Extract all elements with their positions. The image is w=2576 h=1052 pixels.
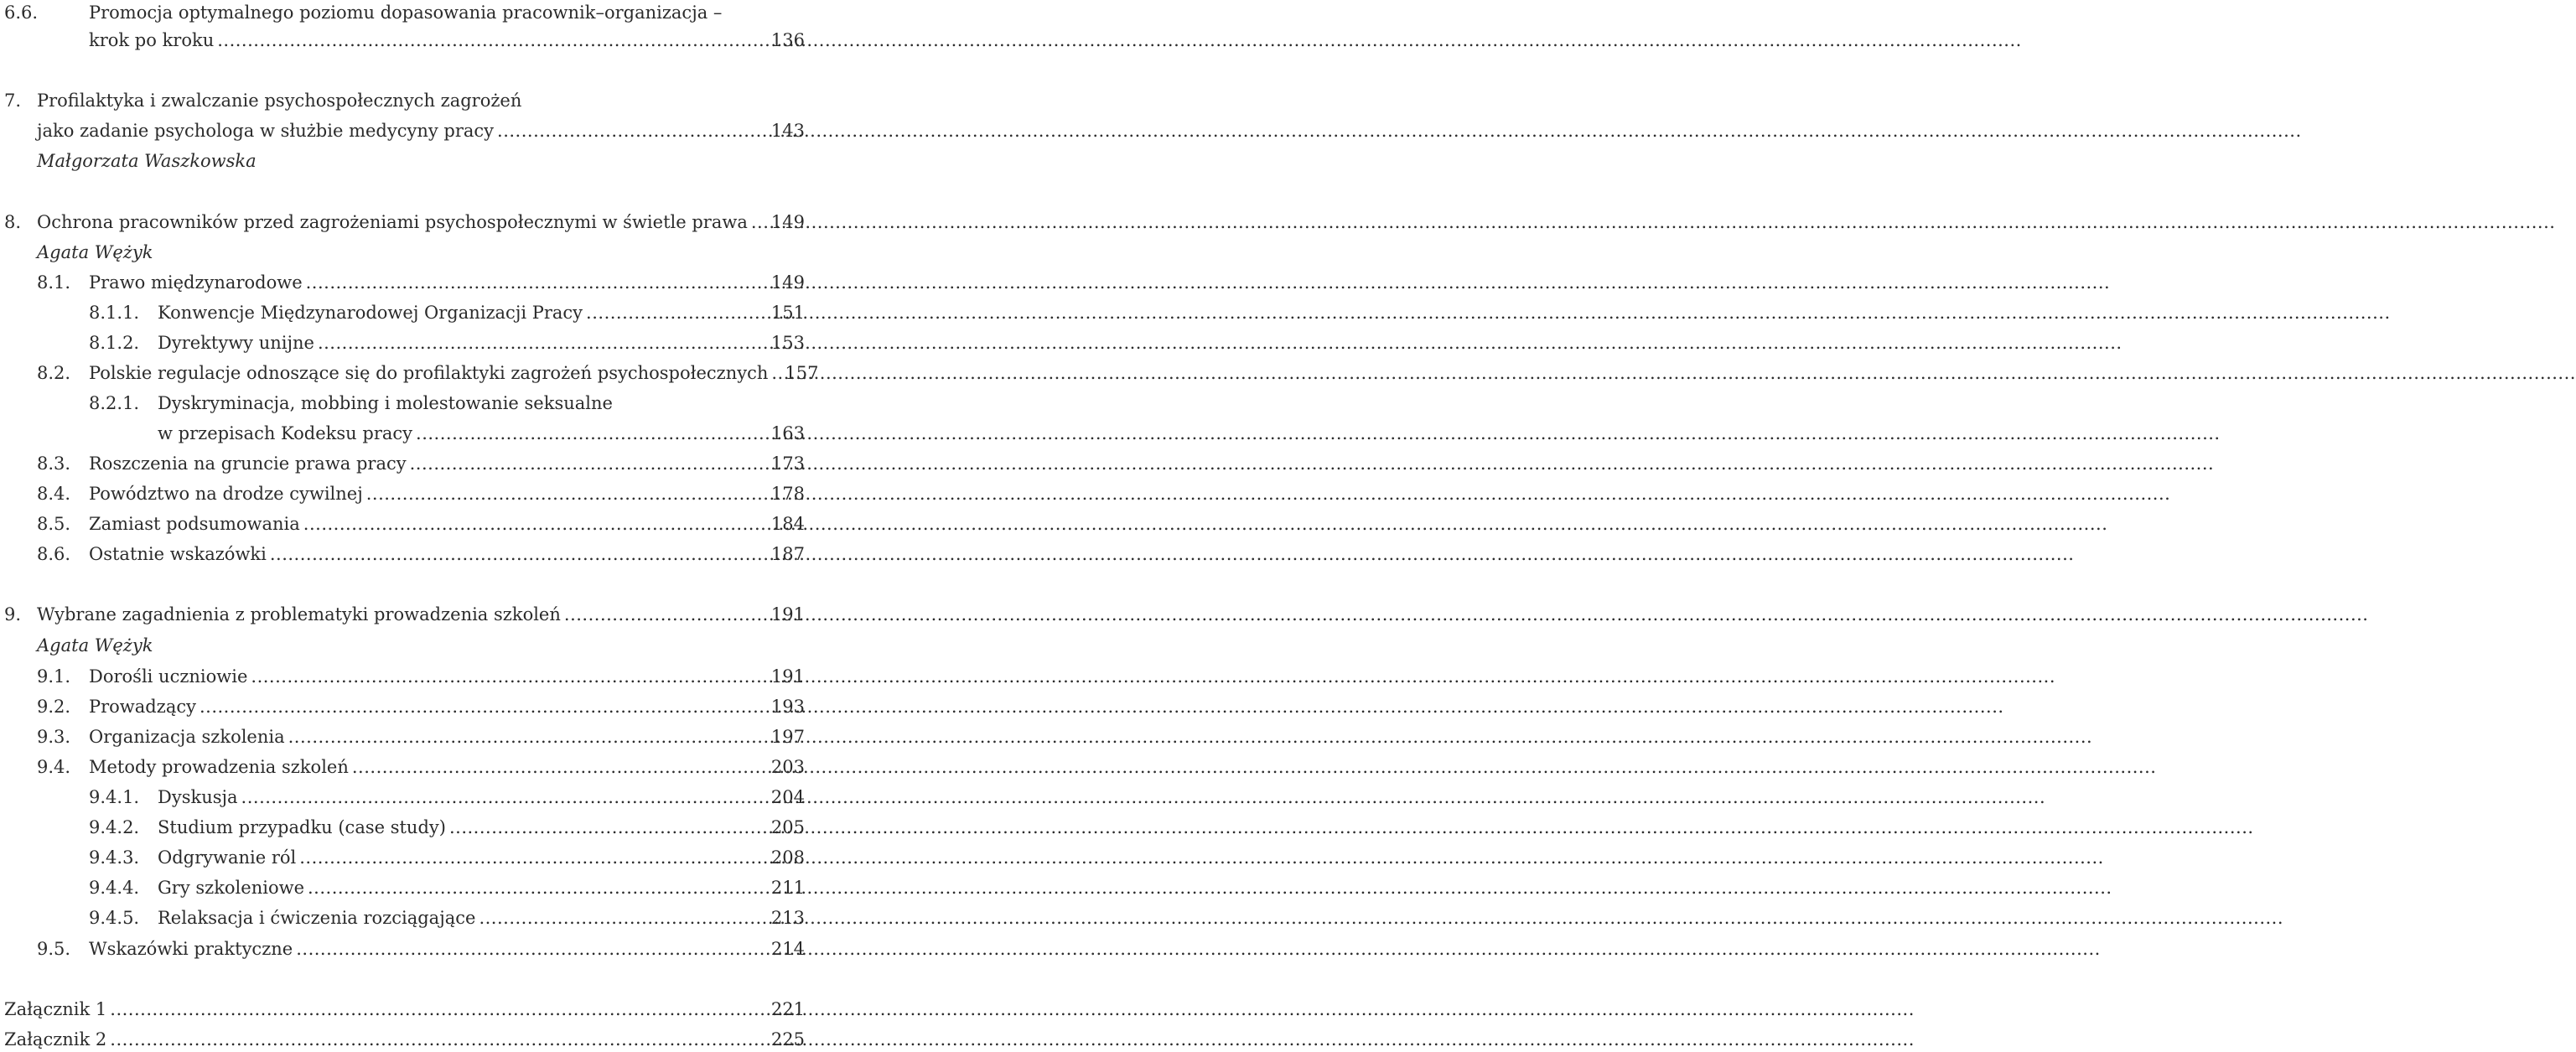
entry-row [89, 270, 805, 295]
dot-leader [352, 754, 766, 780]
entry-number: 9.4.2. [89, 817, 140, 837]
entry-number: 6.6. [4, 3, 39, 23]
entry-number: 8.5. [37, 514, 71, 534]
toc-entry-9-4[interactable] [0, 754, 805, 780]
entry-row [89, 724, 805, 749]
toc-entry-8[interactable] [0, 210, 805, 235]
dot-leader [751, 210, 766, 235]
toc-entry-9-1[interactable] [0, 664, 805, 689]
entry-row [89, 936, 805, 961]
dot-leader [564, 602, 766, 627]
entry-number: 9.4.4. [89, 878, 140, 898]
page-number: 153 [770, 333, 805, 353]
entry-author: Małgorzata Waszkowska [37, 151, 257, 171]
entry-number: 8.6. [37, 544, 71, 564]
entry-title: Dyrektywy unijne [158, 333, 314, 353]
dot-leader [308, 875, 766, 900]
toc-entry-6-6[interactable] [0, 0, 805, 25]
dot-leader [416, 421, 766, 446]
dot-leader [497, 118, 766, 143]
entry-title: Konwencje Międzynarodowej Organizacji Pracy [158, 303, 583, 323]
toc-entry-9[interactable] [0, 602, 805, 627]
entry-title: Prawo międzynarodowe [89, 272, 303, 293]
entry-number: 9. [4, 604, 22, 624]
entry-title: Organizacja szkolenia [89, 727, 285, 747]
entry-row [89, 542, 805, 567]
toc-entry-8-1-1[interactable] [0, 300, 805, 325]
dot-leader [410, 451, 766, 476]
entry-title: Dorośli uczniowie [89, 666, 248, 687]
toc-entry-8-3[interactable] [0, 451, 805, 476]
entry-row [89, 511, 805, 536]
entry-row [89, 481, 805, 506]
entry-row [158, 785, 805, 810]
page-number: 214 [770, 939, 805, 959]
entry-row [89, 754, 805, 780]
dot-leader [303, 511, 766, 536]
toc-entry-8-4[interactable] [0, 481, 805, 506]
toc-appendix-2[interactable] [0, 1027, 805, 1052]
page-number: 225 [770, 1029, 805, 1049]
entry-title: Ochrona pracowników przed zagrożeniami psychospołecznymi w świetle prawa [37, 212, 748, 232]
entry-number: 8.1.1. [89, 303, 140, 323]
entry-title: Roszczenia na gruncie prawa pracy [89, 453, 407, 474]
toc-entry-8-6[interactable] [0, 542, 805, 567]
entry-title-line2: jako zadanie psychologa w służbie medycyny pracy [37, 121, 495, 141]
entry-row [158, 905, 805, 930]
dot-leader [200, 694, 766, 719]
entry-title: Ostatnie wskazówki [89, 544, 267, 564]
page-number: 205 [770, 817, 805, 837]
entry-title: Załącznik 2 [4, 1029, 107, 1049]
entry-title: Odgrywanie ról [158, 847, 297, 868]
page-number: 173 [770, 453, 805, 474]
toc-entry-8-1-2[interactable] [0, 330, 805, 355]
page-number: 193 [770, 697, 805, 717]
entry-author: Agata Wężyk [37, 242, 153, 262]
page-number: 211 [770, 878, 805, 898]
entry-row [89, 664, 805, 689]
toc-entry-8-1[interactable] [0, 270, 805, 295]
page-number: 191 [770, 666, 805, 687]
dot-leader [771, 360, 780, 386]
entry-title: Prowadzący [89, 697, 196, 717]
entry-title: Gry szkoleniowe [158, 878, 304, 898]
toc-entry-7-cont[interactable] [0, 118, 805, 143]
page-number: 221 [770, 999, 805, 1019]
entry-number: 9.4. [37, 757, 71, 777]
toc-author-9 [0, 633, 805, 658]
dot-leader [299, 845, 766, 870]
entry-row [37, 210, 805, 235]
entry-row [89, 694, 805, 719]
dot-leader [586, 300, 766, 325]
entry-number: 9.1. [37, 666, 71, 687]
entry-row [158, 300, 805, 325]
toc-entry-9-4-2[interactable] [0, 815, 805, 840]
dot-leader [318, 330, 766, 355]
entry-number: 9.3. [37, 727, 71, 747]
page-number: 208 [770, 847, 805, 868]
entry-row [37, 602, 805, 627]
entry-title-line1: Profilaktyka i zwalczanie psychospołecznych zagrożeń [37, 91, 522, 111]
entry-number: 9.4.1. [89, 787, 140, 807]
toc-entry-8-2-1-cont[interactable] [0, 421, 805, 446]
entry-row [89, 360, 819, 386]
dot-leader [110, 997, 766, 1022]
entry-title-line2: w przepisach Kodeksu pracy [158, 423, 413, 443]
entry-number: 8.1.2. [89, 333, 140, 353]
toc-entry-9-2[interactable] [0, 694, 805, 719]
entry-row [158, 875, 805, 900]
entry-number: 7. [4, 91, 22, 111]
toc-entry-9-3[interactable] [0, 724, 805, 749]
entry-title-line2: krok po kroku [89, 30, 215, 50]
toc-entry-8-2-1[interactable] [0, 391, 805, 416]
entry-title: Załącznik 1 [4, 999, 107, 1019]
toc-author-7 [0, 148, 805, 174]
entry-title: Polskie regulacje odnoszące się do profilaktyki zagrożeń psychospołecznych [89, 363, 769, 383]
entry-row [4, 1027, 805, 1052]
entry-number: 8.2.1. [89, 393, 140, 413]
page-number: 191 [770, 604, 805, 624]
entry-title-line1: Dyskryminacja, mobbing i molestowanie seksualne [158, 393, 613, 413]
entry-number: 9.5. [37, 939, 71, 959]
page-number: 157 [785, 363, 819, 383]
toc-entry-6-6-cont[interactable] [0, 28, 805, 53]
entry-title: Wybrane zagadnienia z problematyki prowadzenia szkoleń [37, 604, 561, 624]
entry-number: 9.4.5. [89, 908, 140, 928]
entry-row [89, 28, 805, 53]
entry-title: Dyskusja [158, 787, 238, 807]
page-number: 197 [770, 727, 805, 747]
toc-entry-9-4-4[interactable] [0, 875, 805, 900]
toc-appendix-1[interactable] [0, 997, 805, 1022]
page-number: 163 [770, 423, 805, 443]
page-number: 203 [770, 757, 805, 777]
entry-number: 9.2. [37, 697, 71, 717]
page-number: 143 [770, 121, 805, 141]
entry-number: 8.2. [37, 363, 71, 383]
page-number: 151 [770, 303, 805, 323]
page-number: 184 [770, 514, 805, 534]
dot-leader [270, 542, 766, 567]
dot-leader [296, 936, 766, 961]
dot-leader [217, 28, 766, 53]
entry-row [158, 421, 805, 446]
entry-row [158, 845, 805, 870]
dot-leader [366, 481, 766, 506]
page-number: 149 [770, 212, 805, 232]
toc-entry-9-4-1[interactable] [0, 785, 805, 810]
dot-leader [110, 1027, 766, 1052]
toc-entry-7[interactable] [0, 88, 805, 113]
entry-number: 8.3. [37, 453, 71, 474]
entry-number: 8.1. [37, 272, 71, 293]
entry-number: 8.4. [37, 484, 71, 504]
dot-leader [479, 905, 765, 930]
page-number: 187 [770, 544, 805, 564]
toc-entry-9-4-5[interactable] [0, 905, 805, 930]
entry-number: 9.4.3. [89, 847, 140, 868]
page-number: 136 [770, 30, 805, 50]
entry-row [4, 997, 805, 1022]
toc-entry-8-5[interactable] [0, 511, 805, 536]
page-number: 178 [770, 484, 805, 504]
toc-entry-9-5[interactable] [0, 936, 805, 961]
entry-title-line1: Promocja optymalnego poziomu dopasowania pracownik–organizacja – [89, 3, 723, 23]
toc-entry-8-2[interactable] [0, 360, 819, 386]
entry-title: Studium przypadku (case study) [158, 817, 446, 837]
page-number: 204 [770, 787, 805, 807]
toc-page [0, 0, 819, 1052]
entry-row [37, 118, 805, 143]
dot-leader [251, 664, 766, 689]
entry-title: Powództwo na drodze cywilnej [89, 484, 363, 504]
dot-leader [306, 270, 766, 295]
page-number: 149 [770, 272, 805, 293]
entry-number: 8. [4, 212, 22, 232]
entry-author: Agata Wężyk [37, 635, 153, 656]
dot-leader [288, 724, 766, 749]
entry-row [89, 451, 805, 476]
toc-entry-9-4-3[interactable] [0, 845, 805, 870]
entry-title: Zamiast podsumowania [89, 514, 300, 534]
dot-leader [449, 815, 766, 840]
entry-title: Metody prowadzenia szkoleń [89, 757, 349, 777]
page-number: 213 [770, 908, 805, 928]
entry-row [158, 815, 805, 840]
entry-title: Wskazówki praktyczne [89, 939, 293, 959]
entry-title: Relaksacja i ćwiczenia rozciągające [158, 908, 476, 928]
toc-author-8 [0, 240, 805, 265]
dot-leader [241, 785, 766, 810]
entry-row [158, 330, 805, 355]
